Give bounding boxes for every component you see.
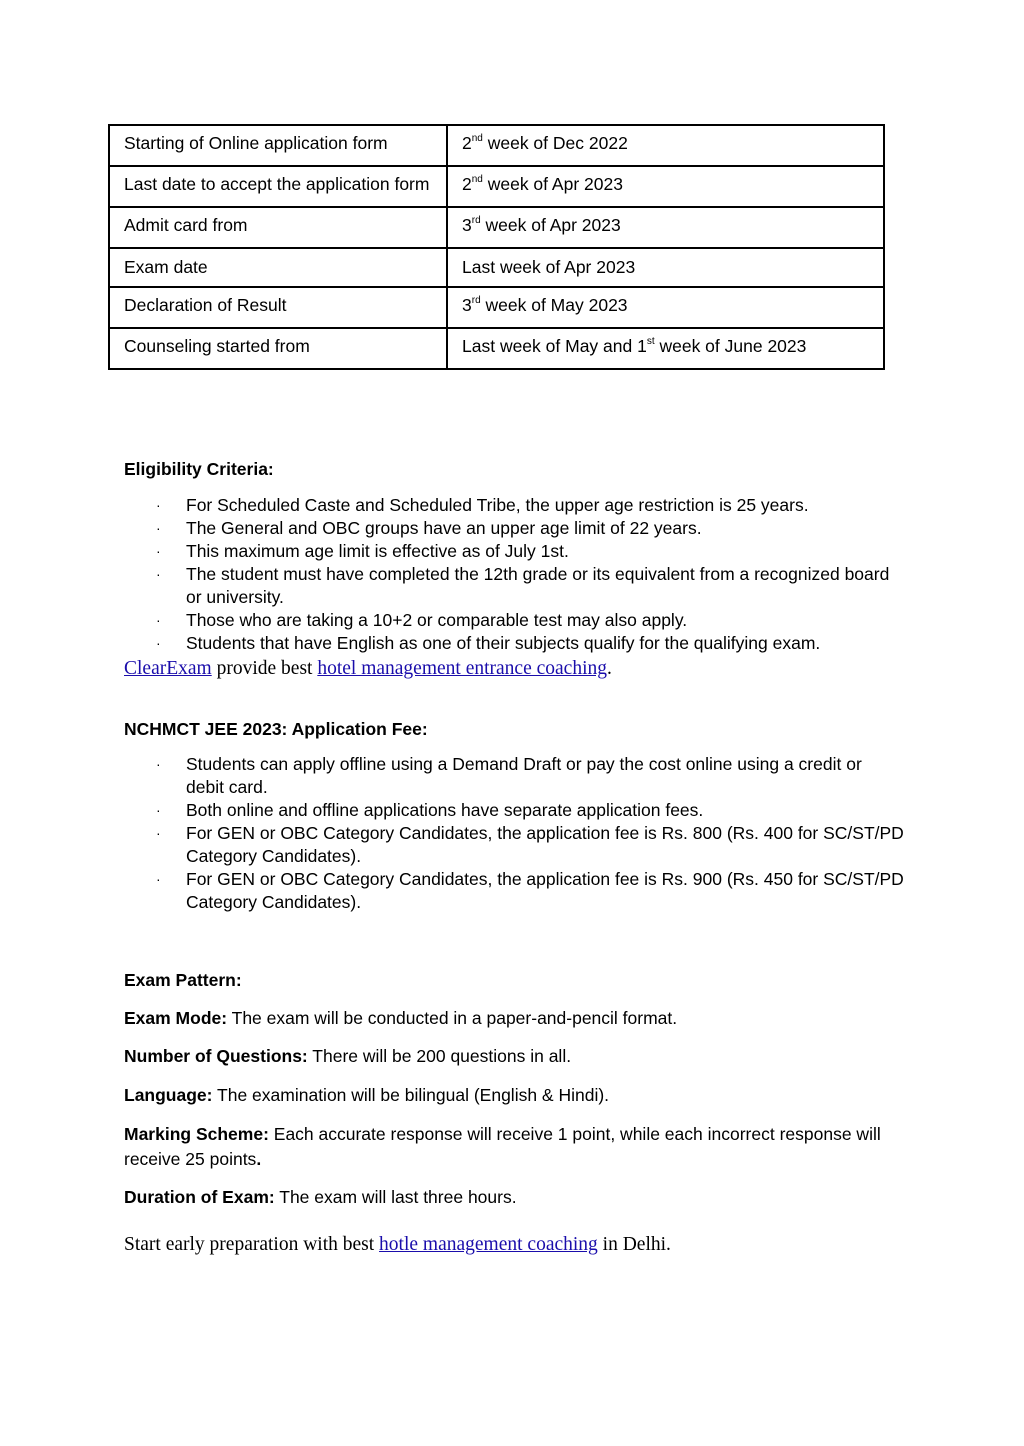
bullet-icon: ·: [156, 566, 161, 582]
date-cell: 2nd week of Dec 2022: [447, 125, 884, 166]
table-row: [109, 328, 884, 369]
table-row: [109, 248, 884, 287]
table-row: [109, 207, 884, 248]
date-cell: 2nd week of Apr 2023: [447, 166, 884, 207]
date-cell: 3rd week of Apr 2023: [447, 207, 884, 248]
exam-pattern-heading: Exam Pattern:: [124, 970, 242, 990]
bullet-icon: ·: [156, 871, 161, 887]
table-row: [109, 125, 884, 166]
promo-line-2: Start early preparation with best hotle management coaching in Delhi.: [124, 1234, 671, 1255]
event-cell: Starting of Online application form: [109, 125, 447, 166]
marking-scheme: Marking Scheme: Each accurate response will receive 1 point, while each incorrect response will receive 25 points.: [124, 1124, 881, 1169]
fee-heading: NCHMCT JEE 2023: Application Fee:: [124, 719, 428, 739]
schedule-table: [108, 124, 885, 370]
event-cell: Admit card from: [109, 207, 447, 248]
hotle-coaching-link[interactable]: hotle management coaching: [379, 1234, 598, 1255]
list-item: · For Scheduled Caste and Scheduled Tribe, the upper age restriction is 25 years.: [156, 495, 809, 515]
date-cell: Last week of Apr 2023: [447, 248, 884, 287]
event-cell: Exam date: [109, 248, 447, 287]
list-item: · The student must have completed the 12th grade or its equivalent from a recognized board or university.: [156, 564, 890, 607]
bullet-icon: ·: [156, 520, 161, 536]
list-item: · This maximum age limit is effective as of July 1st.: [156, 541, 569, 561]
bullet-icon: ·: [156, 825, 161, 841]
list-item: · Both online and offline applications have separate application fees.: [156, 800, 704, 820]
list-item: · Students can apply offline using a Demand Draft or pay the cost online using a credit or debit card.: [156, 754, 862, 797]
event-cell: Declaration of Result: [109, 287, 447, 328]
bullet-icon: ·: [156, 612, 161, 628]
bullet-icon: ·: [156, 756, 161, 772]
date-cell: 3rd week of May 2023: [447, 287, 884, 328]
language: Language: The examination will be bilingual (English & Hindi).: [124, 1085, 610, 1105]
list-item: · Students that have English as one of their subjects qualify for the qualifying exam.: [156, 633, 821, 653]
promo-line-1: ClearExam provide best hotel management entrance coaching.: [124, 658, 612, 679]
list-item: · The General and OBC groups have an upper age limit of 22 years.: [156, 518, 702, 538]
hotel-coaching-link[interactable]: hotel management entrance coaching: [317, 658, 607, 679]
list-item: · Those who are taking a 10+2 or comparable test may also apply.: [156, 610, 688, 630]
table-row: [109, 166, 884, 207]
exam-mode: Exam Mode: The exam will be conducted in a paper-and-pencil format.: [124, 1008, 678, 1028]
date-cell: Last week of May and 1st week of June 2023: [447, 328, 884, 369]
event-cell: Counseling started from: [109, 328, 447, 369]
table-row: [109, 287, 884, 328]
bullet-icon: ·: [156, 497, 161, 513]
fee-list: [124, 753, 904, 914]
bullet-icon: ·: [156, 543, 161, 559]
clearexam-link[interactable]: ClearExam: [124, 658, 212, 679]
event-cell: Last date to accept the application form: [109, 166, 447, 207]
bullet-icon: ·: [156, 802, 161, 818]
list-item: · For GEN or OBC Category Candidates, the application fee is Rs. 900 (Rs. 450 for SC/ST/PD Category Candidates).: [156, 869, 904, 912]
exam-duration: Duration of Exam: The exam will last three hours.: [124, 1187, 517, 1207]
list-item: · For GEN or OBC Category Candidates, the application fee is Rs. 800 (Rs. 400 for SC/ST/PD Category Candidates).: [156, 823, 904, 866]
number-of-questions: Number of Questions: There will be 200 questions in all.: [124, 1046, 572, 1066]
bullet-icon: ·: [156, 635, 161, 651]
eligibility-list: [124, 494, 904, 655]
eligibility-heading: Eligibility Criteria:: [124, 459, 274, 479]
